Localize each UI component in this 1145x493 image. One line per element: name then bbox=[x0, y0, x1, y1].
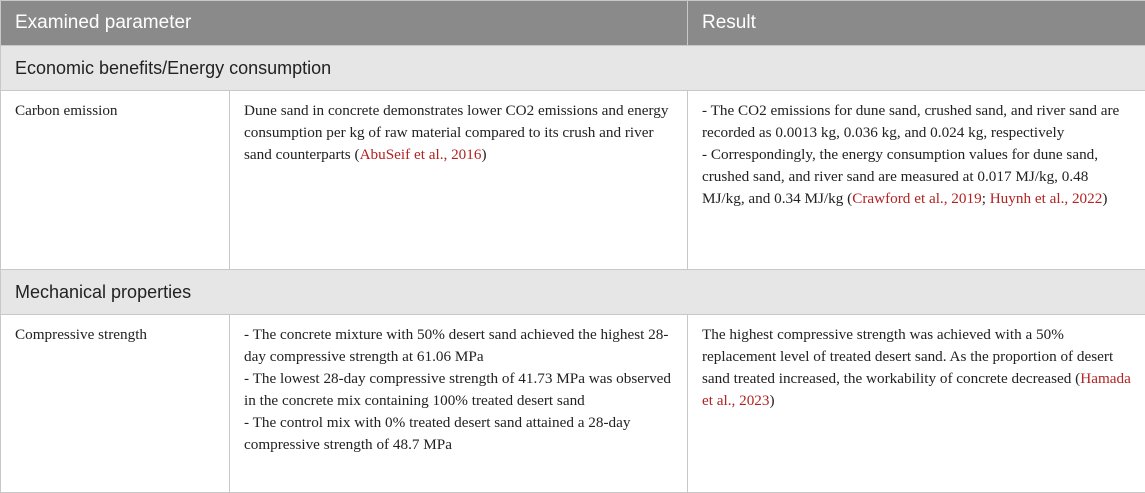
result-bullet-text: - Correspondingly, the energy consumption values for dune sand, crushed sand, and river sand are measured at 0.017 MJ/kg, 0.48 MJ/kg, and 0.34 MJ/kg ( bbox=[702, 146, 1098, 207]
parameter-label: Compressive strength bbox=[15, 326, 147, 343]
parameter-label: Carbon emission bbox=[15, 102, 118, 119]
description-bullet: - The concrete mixture with 50% desert sand achieved the highest 28-day compressive strength at 61.06 MPa bbox=[244, 324, 673, 368]
citation-separator: ; bbox=[982, 190, 990, 207]
parameter-cell bbox=[1, 315, 230, 493]
result-bullet: - The CO2 emissions for dune sand, crushed sand, and river sand are recorded as 0.0013 kg, 0.036 kg, and 0.024 kg, respectively bbox=[702, 100, 1131, 144]
result-cell bbox=[688, 315, 1145, 493]
header-row bbox=[1, 1, 1145, 46]
table-row bbox=[1, 315, 1145, 493]
section-title-economic: Economic benefits/Energy consumption bbox=[1, 46, 1145, 91]
section-row bbox=[1, 46, 1145, 91]
description-cell bbox=[230, 91, 688, 270]
result-text: The highest compressive strength was achieved with a 50% replacement level of treated desert sand. As the proportion of desert sand treated increased, the workability of concrete decreased ( bbox=[702, 326, 1113, 387]
result-tail: ) bbox=[1102, 190, 1107, 207]
parameter-cell bbox=[1, 91, 230, 270]
section-row bbox=[1, 270, 1145, 315]
result-tail: ) bbox=[769, 392, 774, 409]
citation-link[interactable]: Crawford et al., 2019 bbox=[852, 190, 981, 207]
table-row bbox=[1, 91, 1145, 270]
citation-link[interactable]: Hamada et al., 2023 bbox=[702, 370, 1131, 409]
result-cell bbox=[688, 91, 1145, 270]
description-tail: ) bbox=[481, 146, 486, 163]
header-result: Result bbox=[688, 1, 1145, 46]
citation-link[interactable]: AbuSeif et al., 2016 bbox=[360, 146, 482, 163]
citation-link[interactable]: Huynh et al., 2022 bbox=[990, 190, 1103, 207]
description-bullet: - The lowest 28-day compressive strength of 41.73 MPa was observed in the concrete mix containing 100% treated desert sand bbox=[244, 368, 673, 412]
description-cell bbox=[230, 315, 688, 493]
description-bullet: - The control mix with 0% treated desert sand attained a 28-day compressive strength of 48.7 MPa bbox=[244, 412, 673, 456]
result-bullet bbox=[702, 144, 1131, 210]
description-text: Dune sand in concrete demonstrates lower CO2 emissions and energy consumption per kg of raw material compared to its crush and river sand counterparts ( bbox=[244, 102, 668, 163]
header-examined-parameter: Examined parameter bbox=[1, 1, 688, 46]
section-title-mechanical: Mechanical properties bbox=[1, 270, 1145, 315]
